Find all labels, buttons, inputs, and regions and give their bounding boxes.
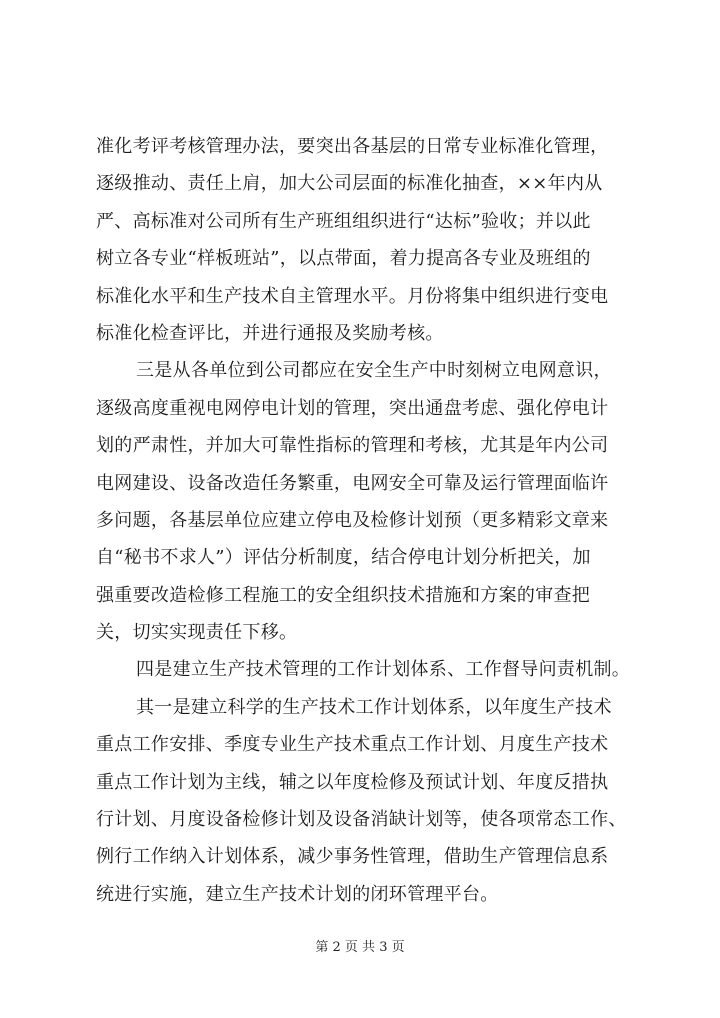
text-line: 逐级推动、责任上肩，加大公司层面的标准化抽查，××年内从: [96, 173, 603, 195]
paragraph-start-line: 四是建立生产技术管理的工作计划体系、工作督导问责机制。: [136, 659, 631, 681]
text-line: 严、高标准对公司所有生产班组组织进行“达标”验收；并以此: [96, 210, 591, 232]
text-line: 强重要改造检修工程施工的安全组织技术措施和方案的审查把: [96, 584, 591, 606]
paragraph-start-line: 其一是建立科学的生产技术工作计划体系，以年度生产技术: [136, 696, 612, 718]
text-line: 重点工作安排、季度专业生产技术重点工作计划、月度生产技术: [96, 734, 609, 756]
text-line: 关，切实实现责任下移。: [96, 622, 298, 644]
text-line: 重点工作计划为主线，辅之以年度检修及预试计划、年度反措执: [96, 771, 609, 793]
page-number: 第 2 页 共 3 页: [315, 940, 405, 955]
paragraph-start-line: 三是从各单位到公司都应在安全生产中时刻树立电网意识，: [136, 360, 612, 382]
text-line: 例行工作纳入计划体系，减少事务性管理，借助生产管理信息系: [96, 846, 609, 868]
text-line: 标准化检查评比，并进行通报及奖励考核。: [96, 322, 444, 344]
text-line: 多问题，各基层单位应建立停电及检修计划预（更多精彩文章来: [96, 509, 609, 531]
text-line: 树立各专业“样板班站”，以点带面，着力提高各专业及班组的: [96, 248, 591, 270]
body-text: [96, 128, 656, 913]
text-line: 标准化水平和生产技术自主管理水平。月份将集中组织进行变电: [96, 285, 609, 307]
text-line: 逐级高度重视电网停电计划的管理，突出通盘考虑、强化停电计: [96, 397, 609, 419]
text-line: 自“秘书不求人”）评估分析制度，结合停电计划分析把关，加: [96, 547, 591, 569]
page-footer: [0, 938, 720, 958]
text-line: 准化考评考核管理办法，要突出各基层的日常专业标准化管理，: [96, 136, 609, 157]
text-line: 电网建设、设备改造任务繁重，电网安全可靠及运行管理面临许: [96, 472, 609, 494]
text-line: 行计划、月度设备检修计划及设备消缺计划等，使各项常态工作、: [96, 809, 627, 831]
text-line: 划的严肃性，并加大可靠性指标的管理和考核，尤其是年内公司: [96, 435, 609, 457]
text-line: 统进行实施，建立生产技术计划的闭环管理平台。: [96, 883, 499, 905]
